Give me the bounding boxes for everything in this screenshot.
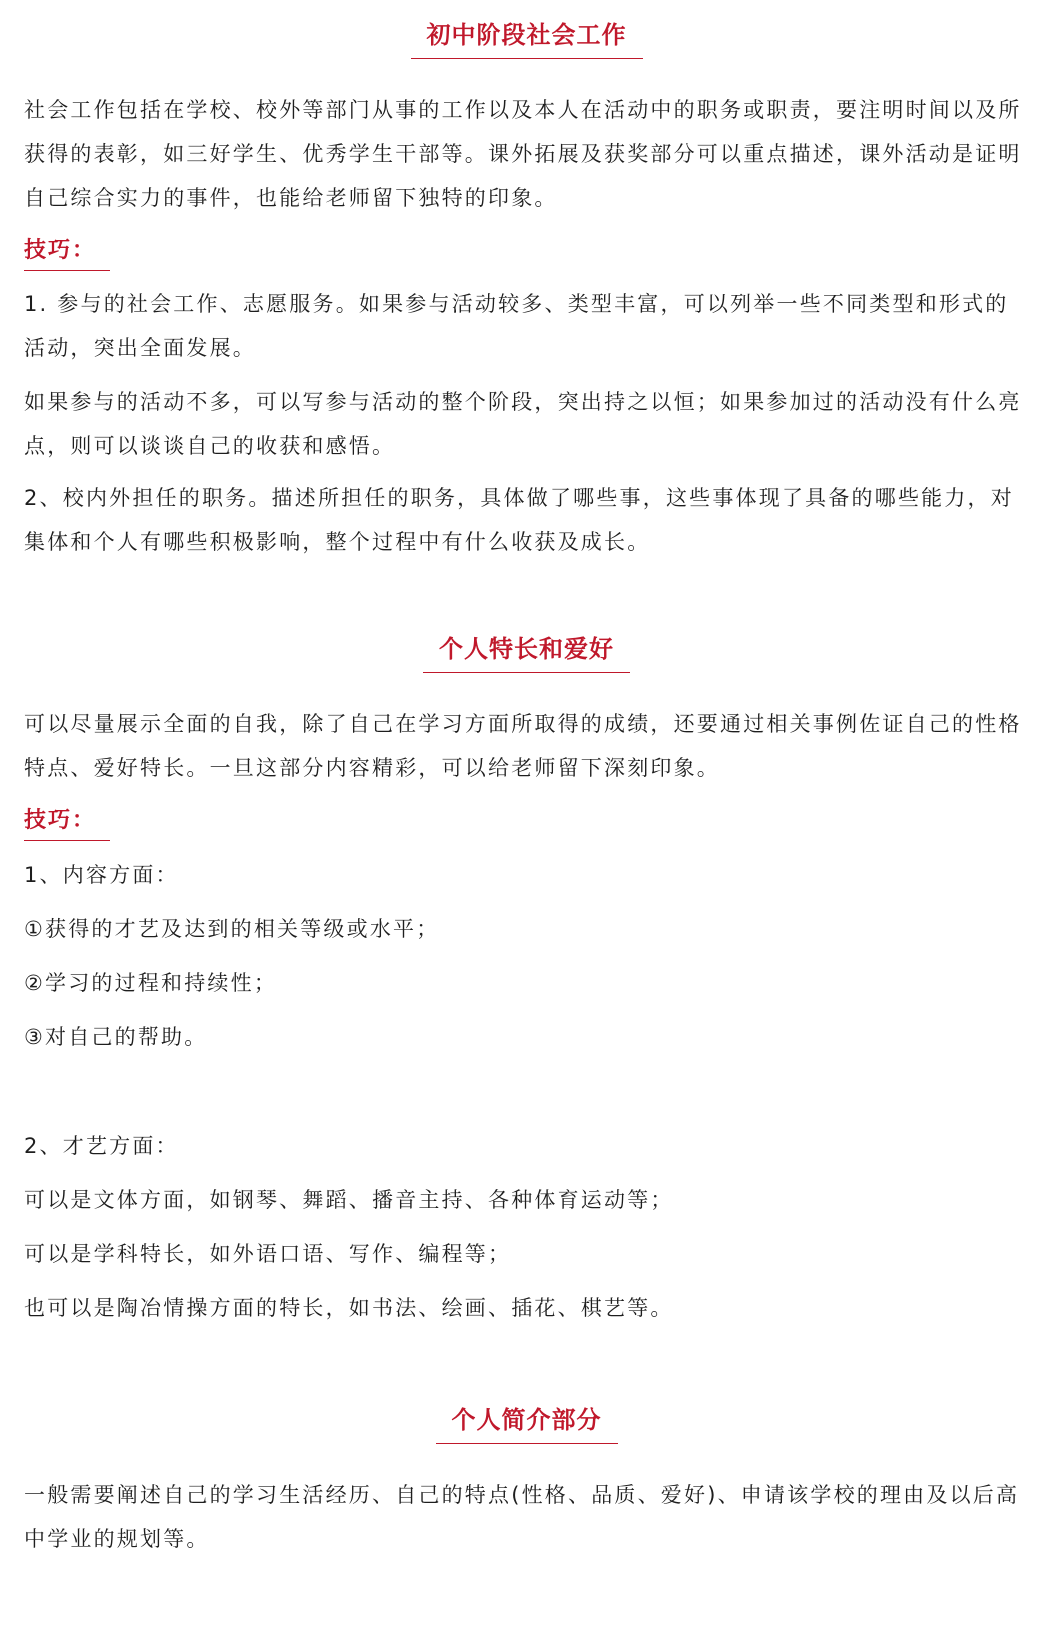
talents-content-item-3: ③对自己的帮助。 — [24, 1025, 208, 1049]
tip-label-text: 技巧： — [24, 236, 110, 271]
profile-intro: 一般需要阐述自己的学习生活经历、自己的特点(性格、品质、爱好)、申请该学校的理由及以后高中学业的规划等。 — [24, 1483, 1020, 1551]
talents-arts-item-3: 也可以是陶冶情操方面的特长，如书法、绘画、插花、棋艺等。 — [24, 1296, 674, 1320]
talents-content-heading: 1、内容方面： — [24, 863, 179, 887]
section-heading-text: 个人简介部分 — [436, 1403, 618, 1444]
talents-content-item-2: ②学习的过程和持续性； — [24, 971, 278, 995]
talents-arts-item-1: 可以是文体方面，如钢琴、舞蹈、播音主持、各种体育运动等； — [24, 1188, 674, 1212]
talents-intro: 可以尽量展示全面的自我，除了自己在学习方面所取得的成绩，还要通过相关事例佐证自己的性格特点、爱好特长。一旦这部分内容精彩，可以给老师留下深刻印象。 — [24, 712, 1022, 780]
section-heading-text: 初中阶段社会工作 — [411, 18, 643, 59]
talents-arts-item-2: 可以是学科特长，如外语口语、写作、编程等； — [24, 1242, 512, 1266]
tip-label-social-work — [24, 236, 110, 271]
section-heading-text: 个人特长和爱好 — [423, 632, 630, 673]
tip-label-text: 技巧： — [24, 806, 110, 841]
section-heading-social-work — [0, 18, 1053, 59]
social-work-tip-note: 如果参与的活动不多，可以写参与活动的整个阶段，突出持之以恒；如果参加过的活动没有什么亮点，则可以谈谈自己的收获和感悟。 — [24, 390, 1022, 458]
talents-arts-heading: 2、才艺方面： — [24, 1134, 179, 1158]
tip-label-talents — [24, 806, 110, 841]
social-work-intro: 社会工作包括在学校、校外等部门从事的工作以及本人在活动中的职务或职责，要注明时间以及所获得的表彰，如三好学生、优秀学生干部等。课外拓展及获奖部分可以重点描述，课外活动是证明自己综合实力的事件，也能给老师留下独特的印象。 — [24, 98, 1022, 210]
talents-content-item-1: ①获得的才艺及达到的相关等级或水平； — [24, 917, 440, 941]
social-work-tip-2: 2、校内外担任的职务。描述所担任的职务，具体做了哪些事，这些事体现了具备的哪些能力，对集体和个人有哪些积极影响，整个过程中有什么收获及成长。 — [24, 486, 1014, 554]
section-heading-talents — [0, 632, 1053, 673]
section-heading-profile — [0, 1403, 1053, 1444]
social-work-tip-1: 1. 参与的社会工作、志愿服务。如果参与活动较多、类型丰富，可以列举一些不同类型和形式的活动，突出全面发展。 — [24, 292, 1009, 360]
